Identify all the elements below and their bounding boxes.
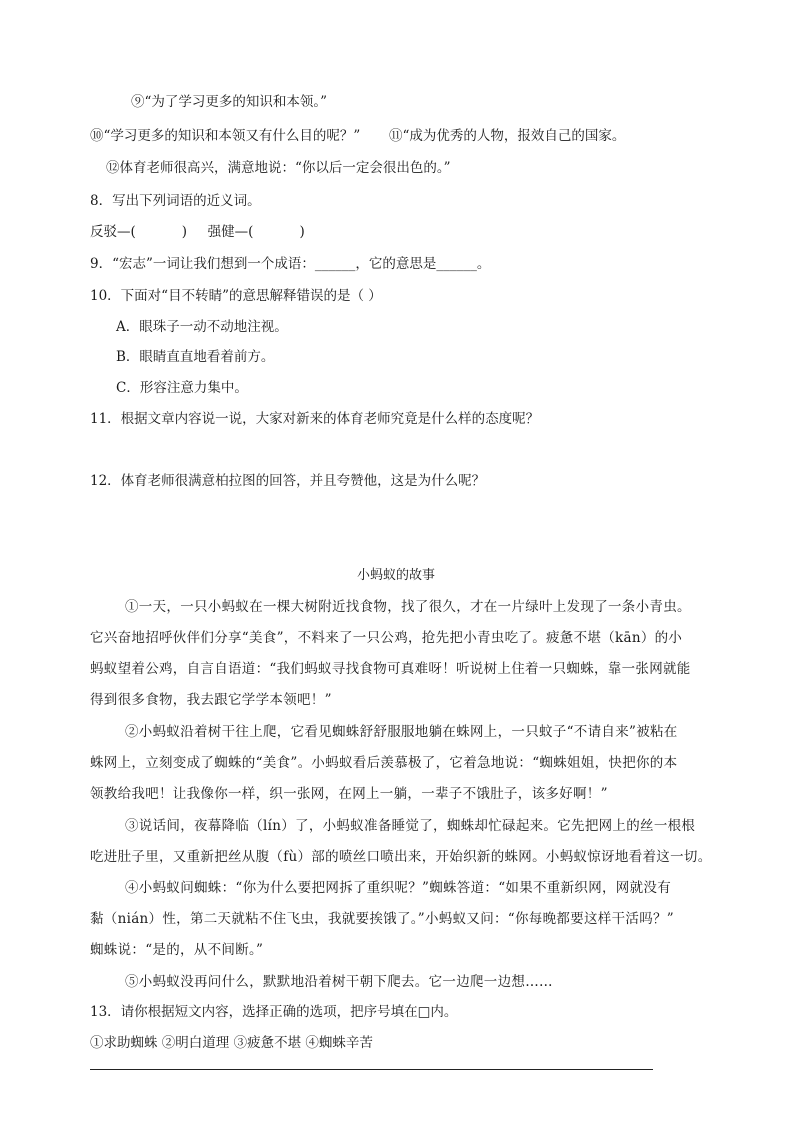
- question-8-prompt: 8．写出下列词语的近义词。: [90, 193, 261, 209]
- synonym-word-1: 反驳—(: [90, 224, 136, 240]
- story-line: 黏（nián）性，第二天就粘不住飞虫，我就要挨饿了。”小蚂蚁又问：“你每晚都要这样干活吗？”: [90, 911, 675, 927]
- dialogue-line-10: ⑩“学习更多的知识和本领又有什么目的呢？”: [90, 128, 361, 144]
- question-13-prompt: 13．请你根据短文内容，选择正确的选项，把序号填在□内。: [90, 1004, 458, 1020]
- question-10-option-c: C．形容注意力集中。: [116, 380, 248, 396]
- question-13-options: ①求助蜘蛛 ②明白道理 ③疲惫不堪 ④蜘蛛辛苦: [90, 1035, 373, 1051]
- dialogue-line-11: ⑪“成为优秀的人物，报效自己的国家。: [389, 128, 626, 144]
- story-line: ①一天，一只小蚂蚁在一棵大树附近找食物，找了很久，才在一片绿叶上发现了一条小青虫。: [125, 599, 691, 615]
- dialogue-line-12: ⑫体育老师很高兴，满意地说：“你以后一定会很出色的。”: [106, 160, 451, 176]
- dialogue-line-9: ⑨“为了学习更多的知识和本领。”: [131, 94, 328, 110]
- story-line: 它兴奋地招呼伙伴们分享“美食”，不料来了一只公鸡，抢先把小青虫吃了。疲惫不堪（kān）的小: [90, 630, 683, 646]
- story-line: 蛛网上，立刻变成了蜘蛛的“美食”。小蚂蚁看后羡慕极了，它着急地说：“蜘蛛姐姐，快把你的本: [90, 755, 678, 771]
- question-8-words: 反驳—( ) 强健—( ): [90, 224, 305, 240]
- story-line: 蜘蛛说：“是的，从不间断。”: [90, 942, 264, 958]
- question-10-option-a: A．眼珠子一动不动地注视。: [116, 319, 288, 335]
- story-line: ④小蚂蚁问蜘蛛：“你为什么要把网拆了重织呢？”蜘蛛答道：“如果不重新织网，网就没有: [125, 880, 672, 896]
- question-10-option-b: B．眼睛直直地看着前方。: [116, 349, 275, 365]
- story-title: 小蚂蚁的故事: [357, 568, 436, 583]
- answer-line[interactable]: [90, 1069, 653, 1070]
- question-12: 12．体育老师很满意柏拉图的回答，并且夸赞他，这是为什么呢？: [90, 473, 486, 489]
- question-10-prompt: 10．下面对“目不转睛”的意思解释错误的是（ ）: [90, 288, 382, 304]
- story-line: ⑤小蚂蚁没再问什么，默默地沿着树干朝下爬去。它一边爬一边想……: [125, 974, 553, 990]
- story-line: 吃进肚子里，又重新把丝从腹（fù）部的喷丝口喷出来，开始织新的蛛网。小蚂蚁惊讶地看着这一切。: [90, 849, 712, 865]
- story-line: 得到很多食物，我去跟它学学本领吧！”: [90, 692, 332, 708]
- question-9: 9．“宏志”一词让我们想到一个成语：______，它的意思是______。: [90, 256, 491, 272]
- story-line: ③说话间，夜幕降临（lín）了，小蚂蚁准备睡觉了，蜘蛛却忙碌起来。它先把网上的丝一根根: [125, 818, 696, 834]
- question-11: 11．根据文章内容说一说，大家对新来的体育老师究竟是什么样的态度呢？: [90, 411, 540, 427]
- story-line: ②小蚂蚁沿着树干往上爬，它看见蜘蛛舒舒服服地躺在蛛网上，一只蚊子“不请自来”被粘在: [125, 724, 678, 740]
- synonym-word-2: 强健—(: [207, 224, 254, 240]
- story-line: 蚂蚁望着公鸡，自言自语道：“我们蚂蚁寻找食物可真难呀！听说树上住着一只蜘蛛，靠一张网就能: [90, 661, 691, 677]
- story-line: 领教给我吧！让我像你一样，织一张网，在网上一躺，一辈子不饿肚子，该多好啊！”: [90, 786, 608, 802]
